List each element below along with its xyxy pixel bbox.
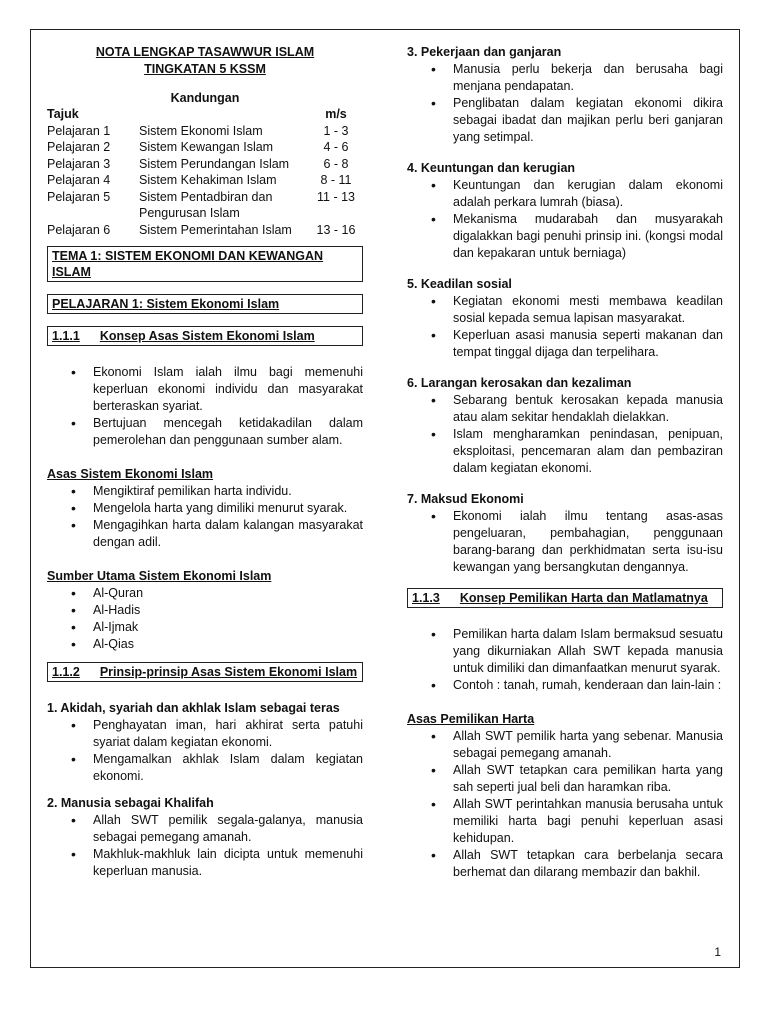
doc-subtitle: TINGKATAN 5 KSSM (144, 62, 266, 76)
s113-list (407, 626, 723, 694)
pelajaran-heading: PELAJARAN 1: Sistem Ekonomi Islam (47, 294, 363, 314)
toc-pages: 8 - 11 (320, 173, 352, 187)
toc-topic: Sistem Kehakiman Islam (139, 173, 277, 187)
right-column (407, 44, 723, 881)
toc-lesson: Pelajaran 5 (47, 189, 111, 204)
toc-pages: 6 - 8 (323, 156, 349, 171)
toc-topic: Sistem Pentadbiran dan Pengurusan Islam (139, 189, 273, 220)
list-item: • Allah SWT perintahkan manusia berusaha untuk memiliki harta bagi penuhi keperluan asasi kehidupan. (407, 796, 723, 847)
page-number: 1 (714, 945, 721, 959)
toc-topic: Sistem Kewangan Islam (139, 140, 274, 154)
toc-pages: 13 - 16 (316, 222, 356, 237)
list-item: • Islam mengharamkan penindasan, penipuan, eksploitasi, pencemaran alam dan pembaziran dalam kegiatan ekonomi. (407, 426, 723, 477)
principle-2-list (47, 812, 363, 880)
section-1-1-2-heading: 1.1.2 Prinsip-prinsip Asas Sistem Ekonomi Islam (47, 662, 363, 682)
list-item: • Allah SWT pemilik segala-galanya, manusia sebagai pemegang amanah. (47, 812, 363, 846)
principle-6-title: 6. Larangan kerosakan dan kezaliman (407, 376, 632, 390)
toc-row (47, 139, 363, 156)
list-item: • Allah SWT tetapkan cara pemilikan harta yang sah seperti jual beli dan haramkan riba. (407, 762, 723, 796)
toc-row (47, 222, 363, 239)
list-item: • Pemilikan harta dalam Islam bermaksud sesuatu yang dikurniakan Allah SWT kepada manusia untuk dimiliki dan dimanfaatkan menurut syarak. (407, 626, 723, 677)
list-item: • Keperluan asasi manusia seperti makanan dan tempat tinggal dijaga dan terpelihara. (407, 327, 723, 361)
list-item: • Al-Qias (47, 636, 363, 653)
list-item: • Bertujuan mencegah ketidakadilan dalam pemerolehan dan penggunaan sumber alam. (47, 415, 363, 449)
principle-1-list (47, 717, 363, 785)
principle-5-title: 5. Keadilan sosial (407, 277, 512, 291)
toc-topic: Sistem Ekonomi Islam (139, 123, 263, 138)
list-item: • Mekanisma mudarabah dan musyarakah digalakkan bagi penuhi prinsip ini. (kongsi modal dan kepakaran untuk berniaga) (407, 211, 723, 262)
sumber-heading: Sumber Utama Sistem Ekonomi Islam (47, 569, 272, 583)
toc-row (47, 123, 363, 140)
principle-7-title: 7. Maksud Ekonomi (407, 492, 524, 506)
list-item: • Ekonomi ialah ilmu tentang asas-asas pengeluaran, pembahagian, penggunaan barang-barang dan perkhidmatan serta isu-isu kewangan yang bersangkutan dengannya. (407, 508, 723, 576)
list-item: • Mengiktiraf pemilikan harta individu. (47, 483, 363, 500)
contents-label: Kandungan (170, 91, 240, 105)
asas-harta-heading: Asas Pemilikan Harta (407, 712, 535, 726)
list-item: • Manusia perlu bekerja dan berusaha bagi menjana pendapatan. (407, 61, 723, 95)
toc-lesson: Pelajaran 3 (47, 156, 111, 171)
section-1-1-3-heading: 1.1.3 Konsep Pemilikan Harta dan Matlamatnya (407, 588, 723, 608)
sumber-list (47, 585, 363, 653)
principle-3-title: 3. Pekerjaan dan ganjaran (407, 45, 562, 59)
list-item: • Makhluk-makhluk lain dicipta untuk memenuhi keperluan manusia. (47, 846, 363, 880)
s111-list (47, 364, 363, 449)
section-1-1-1-heading: 1.1.1 Konsep Asas Sistem Ekonomi Islam (47, 326, 363, 346)
list-item: • Allah SWT tetapkan cara berbelanja secara berhemat dan dilarang membazir dan bakhil. (407, 847, 723, 881)
toc-lesson: Pelajaran 1 (47, 123, 111, 138)
toc-lesson: Pelajaran 2 (47, 140, 111, 154)
list-item: • Sebarang bentuk kerosakan kepada manusia atau alam sekitar hendaklah dielakkan. (407, 392, 723, 426)
list-item: • Al-Quran (47, 585, 363, 602)
toc-topic: Sistem Pemerintahan Islam (139, 222, 292, 237)
toc-pages: 4 - 6 (323, 140, 349, 154)
list-item: • Mengagihkan harta dalam kalangan masyarakat dengan adil. (47, 517, 363, 551)
list-item: • Contoh : tanah, rumah, kenderaan dan lain-lain : (407, 677, 723, 694)
principle-7-list (407, 508, 723, 576)
list-item: • Allah SWT pemilik harta yang sebenar. Manusia sebagai pemegang amanah. (407, 728, 723, 762)
list-item: • Keuntungan dan kerugian dalam ekonomi adalah perkara lumrah (biasa). (407, 177, 723, 211)
list-item: • Mengamalkan akhlak Islam dalam kegiatan ekonomi. (47, 751, 363, 785)
principle-5-list (407, 293, 723, 361)
list-item: • Al-Ijmak (47, 619, 363, 636)
document-page (30, 29, 740, 968)
tema-heading: TEMA 1: SISTEM EKONOMI DAN KEWANGAN ISLAM (47, 246, 363, 282)
toc-header-ms: m/s (325, 107, 347, 121)
principle-4-list (407, 177, 723, 262)
toc-header-tajuk: Tajuk (47, 107, 79, 121)
left-column (47, 44, 363, 880)
toc-header (47, 106, 363, 123)
toc-row (47, 156, 363, 173)
toc-pages: 11 - 13 (317, 189, 355, 204)
principle-4-title: 4. Keuntungan dan kerugian (407, 161, 576, 175)
toc-lesson: Pelajaran 6 (47, 222, 111, 237)
toc-pages: 1 - 3 (323, 123, 349, 138)
list-item: • Al-Hadis (47, 602, 363, 619)
toc-row (47, 189, 363, 222)
principle-2-title: 2. Manusia sebagai Khalifah (47, 796, 214, 810)
list-item: • Kegiatan ekonomi mesti membawa keadilan sosial kepada semua lapisan masyarakat. (407, 293, 723, 327)
asas-heading: Asas Sistem Ekonomi Islam (47, 467, 214, 481)
list-item: • Mengelola harta yang dimiliki menurut syarak. (47, 500, 363, 517)
toc-topic: Sistem Perundangan Islam (139, 156, 290, 171)
asas-harta-list (407, 728, 723, 881)
list-item: • Ekonomi Islam ialah ilmu bagi memenuhi keperluan ekonomi individu dan masyarakat berteraskan syariat. (47, 364, 363, 415)
principle-3-list (407, 61, 723, 146)
principle-1-title: 1. Akidah, syariah dan akhlak Islam sebagai teras (47, 701, 340, 715)
table-of-contents (47, 90, 363, 238)
toc-row (47, 172, 363, 189)
toc-lesson: Pelajaran 4 (47, 173, 111, 187)
principle-6-list (407, 392, 723, 477)
list-item: • Penghayatan iman, hari akhirat serta patuhi syariat dalam kegiatan ekonomi. (47, 717, 363, 751)
list-item: • Penglibatan dalam kegiatan ekonomi dikira sebagai ibadat dan majikan perlu beri ganjaran yang setimpal. (407, 95, 723, 146)
doc-title: NOTA LENGKAP TASAWWUR ISLAM (95, 45, 315, 59)
asas-list (47, 483, 363, 551)
